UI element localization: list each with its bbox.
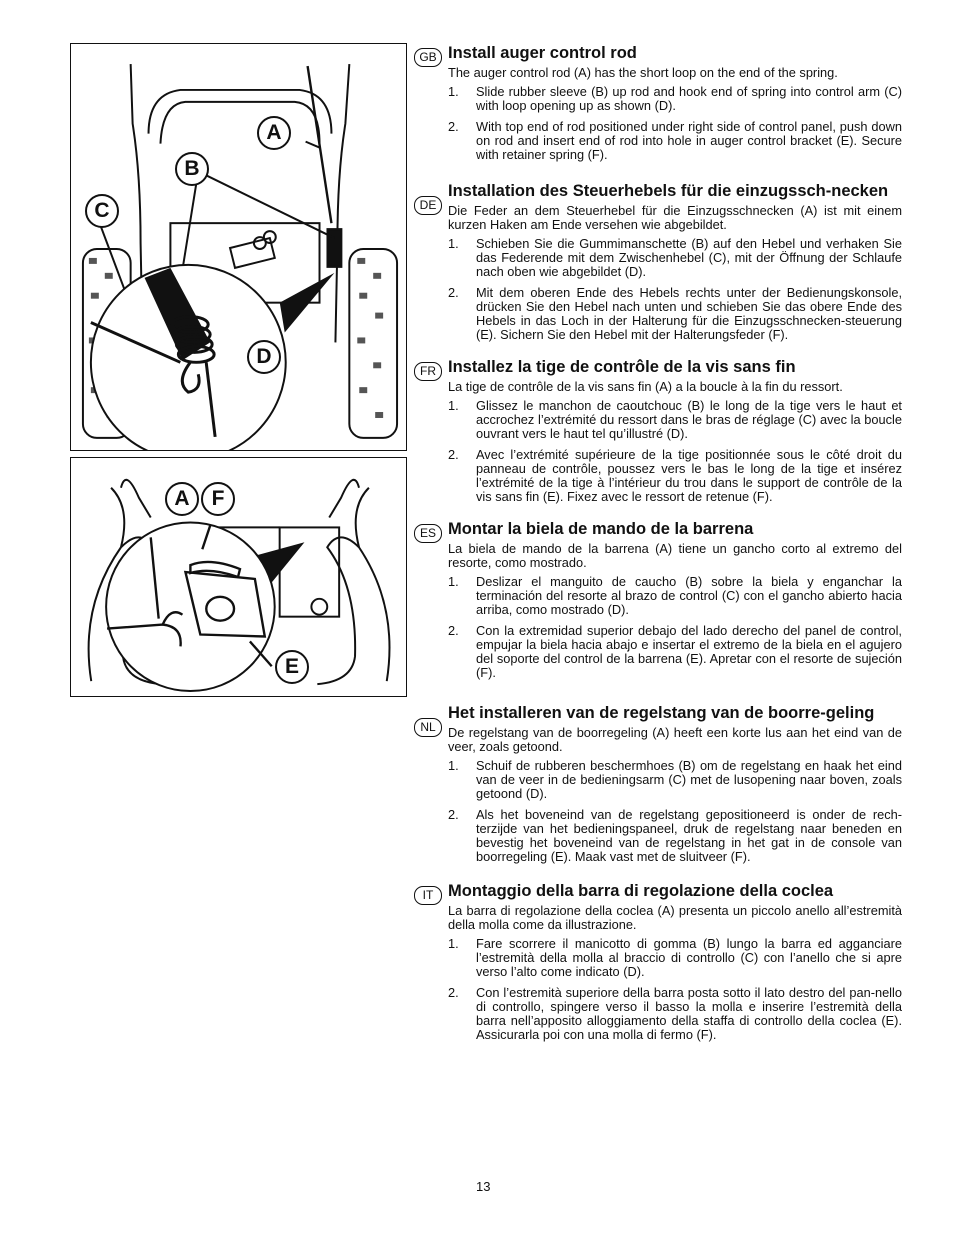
- step-number: 2.: [448, 985, 459, 1000]
- section-intro: La biela de mando de la barrena (A) tiene un gancho corto al extremo del resorte, como mostrado.: [448, 541, 902, 570]
- section-title: Montar la biela de mando de la barrena: [448, 520, 754, 538]
- lang-badge: NL: [414, 718, 442, 737]
- step: [448, 120, 902, 162]
- step: [448, 237, 902, 279]
- illustration-snowblower-handle: [71, 44, 406, 450]
- step-text: Schuif de rubberen beschermhoes (B) om de regelstang en haak het eind van de veer in de bedieningsarm (C) met de lusopening naar boven, zoals getoond (D).: [476, 758, 902, 801]
- step-number: 1.: [448, 398, 459, 413]
- lang-badge: IT: [414, 886, 442, 905]
- step-number: 1.: [448, 84, 459, 99]
- step-text: With top end of rod positioned under right side of control panel, push down on rod and insert end of rod into hole in auger control bracket (E). Secure with retainer spring (F).: [476, 119, 902, 162]
- illustration-auger-housing: [71, 458, 406, 696]
- step: [448, 399, 902, 441]
- step: [448, 575, 902, 617]
- section-title: Install auger control rod: [448, 44, 637, 62]
- figure-auger-rod-top: [70, 43, 407, 451]
- section-nl: [412, 704, 902, 864]
- page-number: 13: [476, 1179, 491, 1194]
- step-text: Glissez le manchon de caoutchouc (B) le long de la tige vers le haut et accrochez l’extrémité du ressort dans le bras de réglage (C) avec la boucle ouvrant vers le haut tel qu’illustré (D).: [476, 398, 902, 441]
- step: [448, 759, 902, 801]
- section-title: Het installeren van de regelstang van de boorre-geling: [448, 704, 875, 722]
- callout-a: A: [257, 116, 291, 150]
- section-intro: La barra di regolazione della coclea (A) presenta un piccolo anello all’estremità della molla come da illustrazione.: [448, 903, 902, 932]
- step-text: Con l’estremità superiore della barra posta sotto il lato destro del pan-nello di controllo, spingere verso il basso la molla e inserire l’estremità della barra nell’apposito alloggiamento della staffa di controllo della coclea (E). Assicurarla poi con una molla di fermo (F).: [476, 985, 902, 1042]
- section-intro: The auger control rod (A) has the short loop on the end of the spring.: [448, 65, 838, 80]
- callout-c: C: [85, 194, 119, 228]
- callout-e: E: [275, 650, 309, 684]
- step-number: 2.: [448, 119, 459, 134]
- section-es: [412, 520, 902, 680]
- step-number: 1.: [448, 758, 459, 773]
- step-text: Als het boveneind van de regelstang gepositioneerd is onder de rech-terzijde van het bedieningspaneel, druk de regelstang naar beneden en bevestig het boveneind van de regelstang in het gat in de console van boorregeling (E). Maak vast met de sluitveer (F).: [476, 807, 902, 864]
- section-fr: [412, 358, 902, 504]
- section-intro: La tige de contrôle de la vis sans fin (A) a la boucle à la fin du ressort.: [448, 379, 843, 394]
- step-number: 1.: [448, 936, 459, 951]
- step-text: Slide rubber sleeve (B) up rod and hook end of spring into control arm (C) with loop opening up as shown (D).: [476, 84, 902, 113]
- callout-d: D: [247, 340, 281, 374]
- step: [448, 808, 902, 864]
- figure-auger-bracket-bottom: [70, 457, 407, 697]
- section-title: Installez la tige de contrôle de la vis sans fin: [448, 358, 796, 376]
- step: [448, 624, 902, 680]
- section-intro: Die Feder an dem Steuerhebel für die Einzugsschnecken (A) ist mit einem kurzen Haken am Ende versehen wie abgebildet.: [448, 203, 902, 232]
- instructions-column: [412, 44, 902, 1049]
- section-de: [412, 182, 902, 342]
- step: [448, 286, 902, 342]
- section-intro: De regelstang van de boorregeling (A) heeft een korte lus aan het eind van de veer, zoals getoond.: [448, 725, 902, 754]
- section-title: Montaggio della barra di regolazione della coclea: [448, 882, 834, 900]
- step-number: 2.: [448, 623, 459, 638]
- step: [448, 448, 902, 504]
- step-number: 2.: [448, 807, 459, 822]
- callout-a: A: [165, 482, 199, 516]
- step-number: 2.: [448, 285, 459, 300]
- step-number: 2.: [448, 447, 459, 462]
- step-text: Fare scorrere il manicotto di gomma (B) lungo la barra ed agganciare l’estremità della molla al braccio di controllo (C) con l’anello che si apre verso l’alto come indicato (D).: [476, 936, 902, 979]
- lang-badge: ES: [414, 524, 442, 543]
- callout-b: B: [175, 152, 209, 186]
- step: [448, 937, 902, 979]
- step-number: 1.: [448, 236, 459, 251]
- section-gb: [412, 44, 902, 162]
- step-text: Schieben Sie die Gummimanschette (B) auf den Hebel und verhaken Sie das Federende mit dem Zwischenhebel (C), mit der Öffnung der Schlaufe nach oben wie abgebildet (D).: [476, 236, 902, 279]
- lang-badge: FR: [414, 362, 442, 381]
- step: [448, 986, 902, 1042]
- step-text: Deslizar el manguito de caucho (B) sobre la biela y enganchar la terminación del resorte al brazo de control (C) con el gancho abierto hacia arriba, como mostrado (D).: [476, 574, 902, 617]
- section-title: Installation des Steuerhebels für die einzugssch-necken: [448, 182, 889, 200]
- step-text: Con la extremidad superior debajo del lado derecho del panel de control, empujar la biela hacia abajo e insertar el extremo de la biela en el agujero del soporte del control de la barrena (E). Apretar con el resorte de sujeción (F).: [476, 623, 902, 680]
- step-text: Mit dem oberen Ende des Hebels rechts unter der Bedienungskonsole, drücken Sie den Hebel nach unten und schieben Sie das obere Ende des Hebels in das Loch in der Halterung für die Einzugsschnecken-steuerung (E). Sichern Sie den Hebel mit der Halterungsfeder (F).: [476, 285, 902, 342]
- step: [448, 85, 902, 113]
- lang-badge: DE: [414, 196, 442, 215]
- callout-f: F: [201, 482, 235, 516]
- section-it: [412, 882, 902, 1042]
- step-number: 1.: [448, 574, 459, 589]
- lang-badge: GB: [414, 48, 442, 67]
- step-text: Avec l’extrémité supérieure de la tige positionnée sous le côté droit du panneau de contrôle, poussez vers le bas le long de la tige et insérez l’extrémité de la tige à l’intérieur du trou dans le support de contrôle de la vis sans fin (E). Fixez avec le ressort de retenue (F).: [476, 447, 902, 504]
